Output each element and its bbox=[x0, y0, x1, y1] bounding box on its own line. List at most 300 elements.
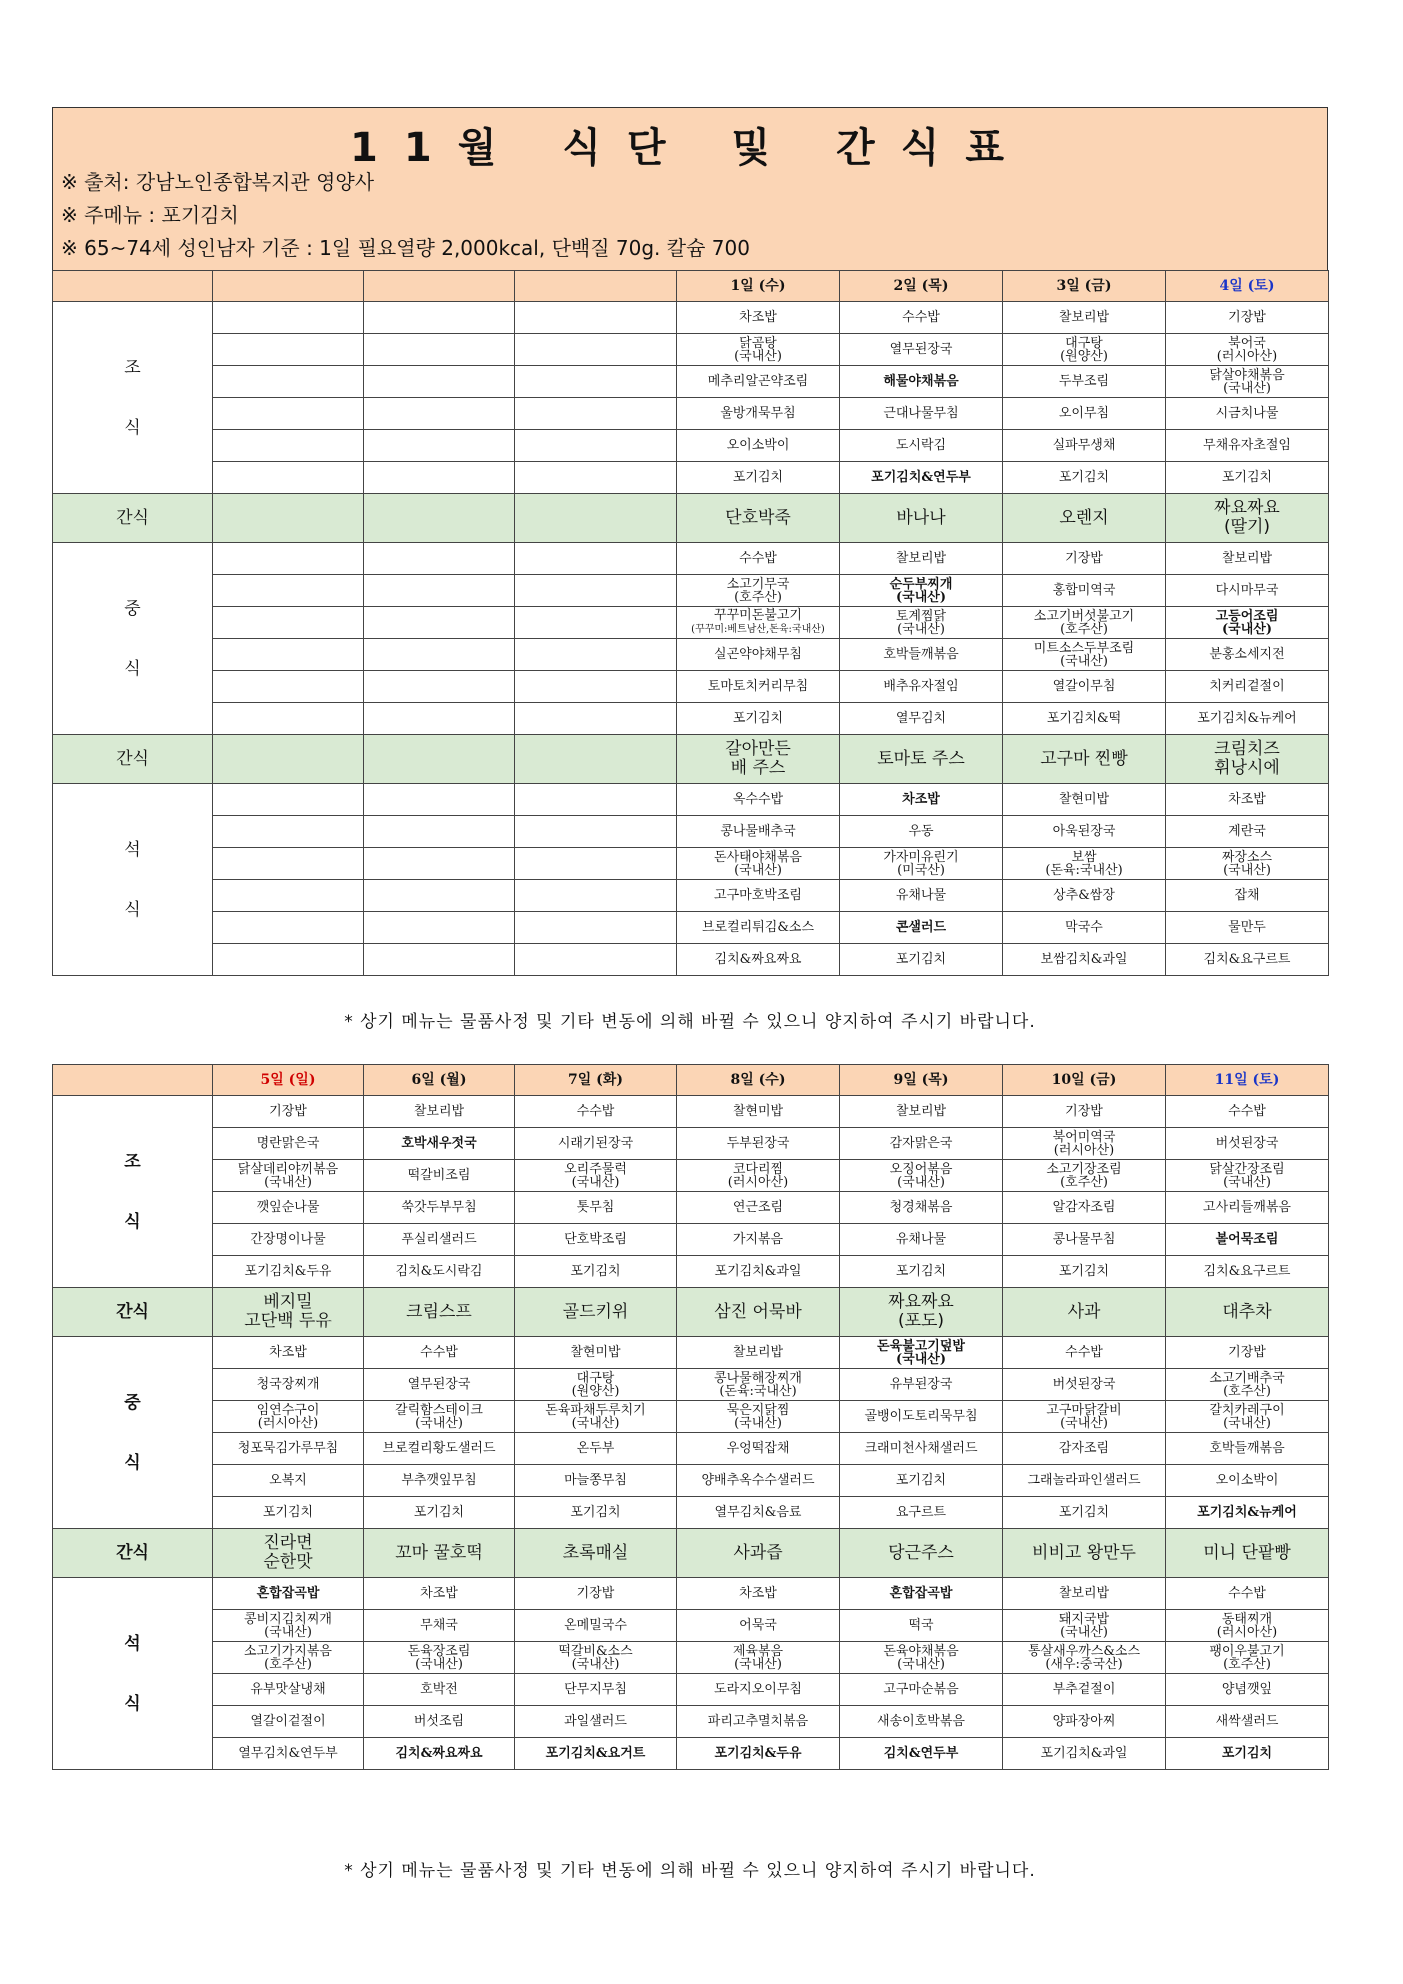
lunch-cell: 고등어조림 (국내산) bbox=[1166, 607, 1329, 639]
meal-label: 조 식 bbox=[124, 357, 141, 438]
snack-cell: 비비고 왕만두 bbox=[1003, 1529, 1166, 1578]
dinner-cell: 부추겉절이 bbox=[1003, 1674, 1166, 1706]
lunch-cell: 청포묵김가루무침 bbox=[213, 1433, 364, 1465]
dinner-cell: 브로컬리튀김&소스 bbox=[677, 912, 840, 944]
nutrition-note: ※ 65~74세 성인남자 기준 : 1일 필요열량 2,000kcal, 단백질 70g. 칼슘 700 bbox=[61, 236, 750, 260]
lunch-cell: 크래미천사채샐러드 bbox=[840, 1433, 1003, 1465]
day-header bbox=[364, 271, 515, 302]
dinner-cell: 상추&쌈장 bbox=[1003, 880, 1166, 912]
lunch-cell: 소고기배추국 (호주산) bbox=[1166, 1369, 1329, 1401]
lunch-cell: 포기김치 bbox=[213, 1497, 364, 1529]
dinner-cell: 양파장아찌 bbox=[1003, 1706, 1166, 1738]
breakfast-cell: 닭살야채볶음 (국내산) bbox=[1166, 366, 1329, 398]
dinner-cell: 짜장소스 (국내산) bbox=[1166, 848, 1329, 880]
breakfast-cell: 북어국 (러시아산) bbox=[1166, 334, 1329, 366]
dinner-cell: 고구마순볶음 bbox=[840, 1674, 1003, 1706]
snack-label: 간식 bbox=[53, 1529, 213, 1578]
lunch-cell: 소고기버섯불고기 (호주산) bbox=[1003, 607, 1166, 639]
snack-cell: 당근주스 bbox=[840, 1529, 1003, 1578]
snack-cell bbox=[213, 735, 364, 784]
dinner-cell: 보쌈김치&과일 bbox=[1003, 944, 1166, 976]
lunch-cell bbox=[515, 543, 677, 575]
breakfast-cell bbox=[213, 398, 364, 430]
notice-week1: * 상기 메뉴는 물품사정 및 기타 변동에 의해 바뀔 수 있으니 양지하여 주시기 바랍니다. bbox=[344, 1012, 1036, 1032]
snack-cell: 진라면 순한맛 bbox=[213, 1529, 364, 1578]
breakfast-cell bbox=[515, 430, 677, 462]
dinner-cell: 새송이호박볶음 bbox=[840, 1706, 1003, 1738]
lunch-cell bbox=[364, 703, 515, 735]
lunch-cell: 열무김치&음료 bbox=[677, 1497, 840, 1529]
dinner-cell: 포기김치&과일 bbox=[1003, 1738, 1166, 1770]
dinner-cell: 새싹샐러드 bbox=[1166, 1706, 1329, 1738]
dinner-cell bbox=[515, 912, 677, 944]
dinner-cell: 물만두 bbox=[1166, 912, 1329, 944]
breakfast-cell bbox=[364, 462, 515, 494]
dinner-cell: 찰보리밥 bbox=[1003, 1578, 1166, 1610]
lunch-cell: 소고기무국 (호주산) bbox=[677, 575, 840, 607]
lunch-cell: 찰보리밥 bbox=[1166, 543, 1329, 575]
dinner-label bbox=[53, 1578, 213, 1770]
breakfast-cell bbox=[515, 366, 677, 398]
lunch-cell: 찰보리밥 bbox=[677, 1337, 840, 1369]
snack-cell: 사과 bbox=[1003, 1288, 1166, 1337]
day-header: 3일 (금) bbox=[1003, 271, 1166, 302]
lunch-cell: 감자조림 bbox=[1003, 1433, 1166, 1465]
snack-cell: 미니 단팥빵 bbox=[1166, 1529, 1329, 1578]
lunch-cell: 찰현미밥 bbox=[515, 1337, 677, 1369]
day-header: 10일 (금) bbox=[1003, 1065, 1166, 1096]
week2-menu bbox=[52, 1064, 1328, 1770]
lunch-cell: 순두부찌개 (국내산) bbox=[840, 575, 1003, 607]
lunch-cell: 실곤약야채무침 bbox=[677, 639, 840, 671]
dinner-label bbox=[53, 784, 213, 976]
dinner-cell: 김치&요구르트 bbox=[1166, 944, 1329, 976]
breakfast-cell bbox=[213, 302, 364, 334]
lunch-cell: 홍합미역국 bbox=[1003, 575, 1166, 607]
lunch-cell: 포기김치 bbox=[515, 1497, 677, 1529]
dinner-cell: 떡국 bbox=[840, 1610, 1003, 1642]
breakfast-cell: 호박새우젓국 bbox=[364, 1128, 515, 1160]
dinner-cell: 유채나물 bbox=[840, 880, 1003, 912]
dinner-cell: 양념깻잎 bbox=[1166, 1674, 1329, 1706]
snack-cell: 대추차 bbox=[1166, 1288, 1329, 1337]
breakfast-label bbox=[53, 1096, 213, 1288]
lunch-cell: 골뱅이도토리묵무침 bbox=[840, 1401, 1003, 1433]
snack-cell: 삼진 어묵바 bbox=[677, 1288, 840, 1337]
breakfast-cell: 단호박조림 bbox=[515, 1224, 677, 1256]
notice-week2: * 상기 메뉴는 물품사정 및 기타 변동에 의해 바뀔 수 있으니 양지하여 주시기 바랍니다. bbox=[344, 1861, 1036, 1881]
breakfast-cell: 포기김치 bbox=[1003, 462, 1166, 494]
lunch-cell: 돈육불고기덮밥 (국내산) bbox=[840, 1337, 1003, 1369]
breakfast-cell bbox=[515, 398, 677, 430]
lunch-cell: 온두부 bbox=[515, 1433, 677, 1465]
lunch-cell bbox=[213, 703, 364, 735]
breakfast-cell bbox=[364, 366, 515, 398]
breakfast-cell: 청경채볶음 bbox=[840, 1192, 1003, 1224]
lunch-cell: 기장밥 bbox=[1166, 1337, 1329, 1369]
header-corner bbox=[53, 271, 213, 302]
dinner-cell bbox=[364, 816, 515, 848]
dinner-cell bbox=[213, 944, 364, 976]
meal-label: 석 식 bbox=[124, 839, 141, 920]
week2-table bbox=[52, 1064, 1329, 1770]
dinner-cell: 김치&연두부 bbox=[840, 1738, 1003, 1770]
snack-cell bbox=[213, 494, 364, 543]
breakfast-cell: 포기김치 bbox=[677, 462, 840, 494]
week1-menu bbox=[52, 107, 1328, 976]
dinner-cell: 과일샐러드 bbox=[515, 1706, 677, 1738]
snack-cell: 꼬마 꿀호떡 bbox=[364, 1529, 515, 1578]
dinner-cell: 포기김치&두유 bbox=[677, 1738, 840, 1770]
snack-cell: 오렌지 bbox=[1003, 494, 1166, 543]
lunch-cell bbox=[515, 607, 677, 639]
dinner-cell: 통살새우까스&소스 (새우:중국산) bbox=[1003, 1642, 1166, 1674]
breakfast-cell: 차조밥 bbox=[677, 302, 840, 334]
breakfast-cell: 찰현미밥 bbox=[677, 1096, 840, 1128]
breakfast-cell: 시래기된장국 bbox=[515, 1128, 677, 1160]
dinner-cell: 제육볶음 (국내산) bbox=[677, 1642, 840, 1674]
lunch-cell: 열무된장국 bbox=[364, 1369, 515, 1401]
day-header bbox=[213, 271, 364, 302]
dinner-cell: 돼지국밥 (국내산) bbox=[1003, 1610, 1166, 1642]
breakfast-cell: 포기김치&연두부 bbox=[840, 462, 1003, 494]
breakfast-cell: 기장밥 bbox=[1166, 302, 1329, 334]
dinner-cell: 막국수 bbox=[1003, 912, 1166, 944]
week1-table bbox=[52, 270, 1329, 976]
lunch-cell bbox=[364, 639, 515, 671]
lunch-cell: 포기김치&떡 bbox=[1003, 703, 1166, 735]
dinner-cell: 옥수수밥 bbox=[677, 784, 840, 816]
breakfast-cell: 수수밥 bbox=[515, 1096, 677, 1128]
snack-label: 간식 bbox=[53, 494, 213, 543]
dinner-cell: 유부맛살냉채 bbox=[213, 1674, 364, 1706]
dinner-cell bbox=[364, 944, 515, 976]
lunch-cell: 열갈이무침 bbox=[1003, 671, 1166, 703]
breakfast-cell: 유채나물 bbox=[840, 1224, 1003, 1256]
dinner-cell: 온메밀국수 bbox=[515, 1610, 677, 1642]
lunch-cell bbox=[364, 607, 515, 639]
lunch-cell bbox=[515, 703, 677, 735]
breakfast-cell: 코다리찜 (러시아산) bbox=[677, 1160, 840, 1192]
breakfast-cell: 무채유자초절임 bbox=[1166, 430, 1329, 462]
breakfast-cell: 톳무침 bbox=[515, 1192, 677, 1224]
dinner-cell: 차조밥 bbox=[1166, 784, 1329, 816]
lunch-cell bbox=[364, 671, 515, 703]
dinner-cell: 팽이우불고기 (호주산) bbox=[1166, 1642, 1329, 1674]
breakfast-cell bbox=[364, 302, 515, 334]
breakfast-cell: 간장명이나물 bbox=[213, 1224, 364, 1256]
dinner-cell bbox=[213, 816, 364, 848]
snack-cell bbox=[364, 494, 515, 543]
breakfast-cell bbox=[364, 398, 515, 430]
snack-cell: 고구마 찐빵 bbox=[1003, 735, 1166, 784]
lunch-cell: 찰보리밥 bbox=[840, 543, 1003, 575]
lunch-cell: 미트소스두부조림 (국내산) bbox=[1003, 639, 1166, 671]
breakfast-cell: 포기김치 bbox=[1166, 462, 1329, 494]
lunch-cell: 유부된장국 bbox=[840, 1369, 1003, 1401]
breakfast-cell bbox=[213, 334, 364, 366]
day-header: 8일 (수) bbox=[677, 1065, 840, 1096]
dinner-cell: 파리고추멸치볶음 bbox=[677, 1706, 840, 1738]
dinner-cell: 아욱된장국 bbox=[1003, 816, 1166, 848]
lunch-cell: 포기김치 bbox=[1003, 1497, 1166, 1529]
lunch-cell: 돈육파채두루치기 (국내산) bbox=[515, 1401, 677, 1433]
lunch-cell bbox=[213, 575, 364, 607]
lunch-label bbox=[53, 543, 213, 735]
dinner-cell: 소고기가지볶음 (호주산) bbox=[213, 1642, 364, 1674]
snack-cell: 크림스프 bbox=[364, 1288, 515, 1337]
breakfast-cell: 수수밥 bbox=[1166, 1096, 1329, 1128]
dinner-cell: 찰현미밥 bbox=[1003, 784, 1166, 816]
dinner-cell: 기장밥 bbox=[515, 1578, 677, 1610]
header-corner bbox=[53, 1065, 213, 1096]
dinner-cell: 동태찌개 (러시아산) bbox=[1166, 1610, 1329, 1642]
lunch-cell: 갈릭함스테이크 (국내산) bbox=[364, 1401, 515, 1433]
breakfast-cell: 대구탕 (원양산) bbox=[1003, 334, 1166, 366]
lunch-cell bbox=[364, 575, 515, 607]
lunch-cell: 오복지 bbox=[213, 1465, 364, 1497]
dinner-cell: 김치&짜요짜요 bbox=[364, 1738, 515, 1770]
dinner-cell: 콩비지김치찌개 (국내산) bbox=[213, 1610, 364, 1642]
dinner-cell: 돈육장조림 (국내산) bbox=[364, 1642, 515, 1674]
dinner-cell: 포기김치&요거트 bbox=[515, 1738, 677, 1770]
lunch-cell bbox=[213, 607, 364, 639]
breakfast-cell: 기장밥 bbox=[213, 1096, 364, 1128]
dinner-cell bbox=[515, 944, 677, 976]
breakfast-cell: 버섯된장국 bbox=[1166, 1128, 1329, 1160]
breakfast-cell: 쑥갓두부무침 bbox=[364, 1192, 515, 1224]
breakfast-cell: 닭살간장조림 (국내산) bbox=[1166, 1160, 1329, 1192]
lunch-cell: 분홍소세지전 bbox=[1166, 639, 1329, 671]
lunch-cell: 그래놀라파인샐러드 bbox=[1003, 1465, 1166, 1497]
breakfast-cell: 수수밥 bbox=[840, 302, 1003, 334]
snack-cell: 토마토 주스 bbox=[840, 735, 1003, 784]
breakfast-cell: 두부된장국 bbox=[677, 1128, 840, 1160]
breakfast-cell: 닭곰탕 (국내산) bbox=[677, 334, 840, 366]
lunch-cell: 기장밥 bbox=[1003, 543, 1166, 575]
dinner-cell: 고구마호박조림 bbox=[677, 880, 840, 912]
dinner-cell: 콘샐러드 bbox=[840, 912, 1003, 944]
day-header: 6일 (월) bbox=[364, 1065, 515, 1096]
lunch-label bbox=[53, 1337, 213, 1529]
lunch-cell: 포기김치&뉴케어 bbox=[1166, 703, 1329, 735]
snack-cell: 사과즙 bbox=[677, 1529, 840, 1578]
dinner-cell: 어묵국 bbox=[677, 1610, 840, 1642]
dinner-cell: 혼합잡곡밥 bbox=[213, 1578, 364, 1610]
breakfast-cell: 메추리알곤약조림 bbox=[677, 366, 840, 398]
breakfast-cell: 기장밥 bbox=[1003, 1096, 1166, 1128]
lunch-cell: 포기김치&뉴케어 bbox=[1166, 1497, 1329, 1529]
dinner-cell: 차조밥 bbox=[677, 1578, 840, 1610]
lunch-cell: 양배추옥수수샐러드 bbox=[677, 1465, 840, 1497]
lunch-cell: 콩나물해장찌개 (돈육:국내산) bbox=[677, 1369, 840, 1401]
dinner-cell bbox=[364, 912, 515, 944]
breakfast-cell: 포기김치 bbox=[515, 1256, 677, 1288]
breakfast-cell bbox=[213, 462, 364, 494]
breakfast-cell: 찰보리밥 bbox=[364, 1096, 515, 1128]
breakfast-cell: 볼어묵조림 bbox=[1166, 1224, 1329, 1256]
lunch-cell bbox=[213, 639, 364, 671]
breakfast-cell bbox=[515, 462, 677, 494]
snack-cell bbox=[515, 735, 677, 784]
breakfast-cell: 열무된장국 bbox=[840, 334, 1003, 366]
lunch-cell: 수수밥 bbox=[1003, 1337, 1166, 1369]
snack-cell: 골드키위 bbox=[515, 1288, 677, 1337]
breakfast-cell: 도시락김 bbox=[840, 430, 1003, 462]
breakfast-cell: 깻잎순나물 bbox=[213, 1192, 364, 1224]
lunch-cell: 수수밥 bbox=[677, 543, 840, 575]
breakfast-cell: 알감자조림 bbox=[1003, 1192, 1166, 1224]
lunch-cell: 묵은지닭찜 (국내산) bbox=[677, 1401, 840, 1433]
meal-label: 조 식 bbox=[124, 1151, 141, 1232]
breakfast-cell: 소고기장조림 (호주산) bbox=[1003, 1160, 1166, 1192]
breakfast-cell: 근대나물무침 bbox=[840, 398, 1003, 430]
snack-cell: 베지밀 고단백 두유 bbox=[213, 1288, 364, 1337]
dinner-cell: 버섯조림 bbox=[364, 1706, 515, 1738]
lunch-cell: 치커리겉절이 bbox=[1166, 671, 1329, 703]
day-header: 7일 (화) bbox=[515, 1065, 677, 1096]
dinner-cell: 콩나물배추국 bbox=[677, 816, 840, 848]
snack-cell: 크림치즈 휘낭시에 bbox=[1166, 735, 1329, 784]
breakfast-cell: 찰보리밥 bbox=[840, 1096, 1003, 1128]
breakfast-cell: 해물야채볶음 bbox=[840, 366, 1003, 398]
dinner-cell: 차조밥 bbox=[364, 1578, 515, 1610]
dinner-cell bbox=[515, 880, 677, 912]
breakfast-cell bbox=[515, 302, 677, 334]
snack-cell: 갈아만든 배 주스 bbox=[677, 735, 840, 784]
breakfast-cell: 떡갈비조림 bbox=[364, 1160, 515, 1192]
breakfast-cell: 명란맑은국 bbox=[213, 1128, 364, 1160]
breakfast-cell: 실파무생채 bbox=[1003, 430, 1166, 462]
dinner-cell bbox=[515, 848, 677, 880]
breakfast-cell: 푸실리샐러드 bbox=[364, 1224, 515, 1256]
breakfast-cell: 오이무침 bbox=[1003, 398, 1166, 430]
lunch-cell bbox=[515, 671, 677, 703]
lunch-cell: 배추유자절임 bbox=[840, 671, 1003, 703]
snack-cell: 짜요짜요 (포도) bbox=[840, 1288, 1003, 1337]
snack-cell: 짜요짜요 (딸기) bbox=[1166, 494, 1329, 543]
snack-label: 간식 bbox=[53, 1288, 213, 1337]
dinner-cell bbox=[213, 848, 364, 880]
breakfast-cell: 김치&요구르트 bbox=[1166, 1256, 1329, 1288]
lunch-cell: 우엉떡잡채 bbox=[677, 1433, 840, 1465]
dinner-cell: 가자미유린기 (미국산) bbox=[840, 848, 1003, 880]
dinner-cell bbox=[364, 784, 515, 816]
lunch-cell: 부추깻잎무침 bbox=[364, 1465, 515, 1497]
breakfast-cell: 두부조림 bbox=[1003, 366, 1166, 398]
meal-label: 석 식 bbox=[124, 1633, 141, 1714]
dinner-cell: 호박전 bbox=[364, 1674, 515, 1706]
breakfast-cell: 포기김치 bbox=[1003, 1256, 1166, 1288]
breakfast-cell: 가지볶음 bbox=[677, 1224, 840, 1256]
dinner-cell: 포기김치 bbox=[1166, 1738, 1329, 1770]
lunch-cell: 갈치카레구이 (국내산) bbox=[1166, 1401, 1329, 1433]
dinner-cell: 열무김치&연두부 bbox=[213, 1738, 364, 1770]
dinner-cell: 계란국 bbox=[1166, 816, 1329, 848]
day-header: 2일 (목) bbox=[840, 271, 1003, 302]
dinner-cell: 떡갈비&소스 (국내산) bbox=[515, 1642, 677, 1674]
dinner-cell: 열갈이겉절이 bbox=[213, 1706, 364, 1738]
day-header: 5일 (일) bbox=[213, 1065, 364, 1096]
lunch-cell: 포기김치 bbox=[364, 1497, 515, 1529]
dinner-cell: 김치&짜요짜요 bbox=[677, 944, 840, 976]
lunch-cell: 수수밥 bbox=[364, 1337, 515, 1369]
lunch-cell: 포기김치 bbox=[677, 703, 840, 735]
dinner-cell: 우동 bbox=[840, 816, 1003, 848]
lunch-cell: 꾸꾸미돈불고기 (꾸꾸미:베트남산,돈육:국내산) bbox=[677, 607, 840, 639]
day-header: 9일 (목) bbox=[840, 1065, 1003, 1096]
breakfast-cell: 오리주물럭 (국내산) bbox=[515, 1160, 677, 1192]
menu-header bbox=[52, 107, 1328, 270]
breakfast-cell bbox=[213, 366, 364, 398]
page-title: 11월 식단 및 간식표 bbox=[350, 125, 1030, 171]
snack-cell: 단호박죽 bbox=[677, 494, 840, 543]
breakfast-cell: 닭살데리야끼볶음 (국내산) bbox=[213, 1160, 364, 1192]
breakfast-cell: 포기김치 bbox=[840, 1256, 1003, 1288]
lunch-cell: 호박들깨볶음 bbox=[840, 639, 1003, 671]
lunch-cell bbox=[364, 543, 515, 575]
breakfast-cell: 포기김치&두유 bbox=[213, 1256, 364, 1288]
breakfast-cell: 오징어볶음 (국내산) bbox=[840, 1160, 1003, 1192]
lunch-cell bbox=[213, 543, 364, 575]
breakfast-cell: 찰보리밥 bbox=[1003, 302, 1166, 334]
dinner-cell bbox=[364, 880, 515, 912]
lunch-cell: 토마토치커리무침 bbox=[677, 671, 840, 703]
dinner-cell: 수수밥 bbox=[1166, 1578, 1329, 1610]
dinner-cell bbox=[213, 880, 364, 912]
snack-cell bbox=[515, 494, 677, 543]
lunch-cell: 열무김치 bbox=[840, 703, 1003, 735]
dinner-cell: 차조밥 bbox=[840, 784, 1003, 816]
breakfast-cell: 시금치나물 bbox=[1166, 398, 1329, 430]
dinner-cell: 단무지무침 bbox=[515, 1674, 677, 1706]
day-header: 4일 (토) bbox=[1166, 271, 1329, 302]
day-header: 1일 (수) bbox=[677, 271, 840, 302]
lunch-cell: 임연수구이 (러시아산) bbox=[213, 1401, 364, 1433]
dinner-cell bbox=[213, 912, 364, 944]
lunch-cell: 청국장찌개 bbox=[213, 1369, 364, 1401]
snack-label: 간식 bbox=[53, 735, 213, 784]
meal-label: 중 식 bbox=[124, 1392, 141, 1473]
snack-cell bbox=[364, 735, 515, 784]
lunch-cell: 다시마무국 bbox=[1166, 575, 1329, 607]
breakfast-cell bbox=[364, 334, 515, 366]
dinner-cell bbox=[213, 784, 364, 816]
dinner-cell: 보쌈 (돈육:국내산) bbox=[1003, 848, 1166, 880]
dinner-cell: 포기김치 bbox=[840, 944, 1003, 976]
dinner-cell: 돈육야채볶음 (국내산) bbox=[840, 1642, 1003, 1674]
dinner-cell bbox=[515, 816, 677, 848]
lunch-cell: 브로컬리황도샐러드 bbox=[364, 1433, 515, 1465]
day-header: 11일 (토) bbox=[1166, 1065, 1329, 1096]
dinner-cell bbox=[515, 784, 677, 816]
day-header bbox=[515, 271, 677, 302]
source-note: ※ 출처: 강남노인종합복지관 영양사 bbox=[61, 170, 375, 194]
main-menu-note: ※ 주메뉴 : 포기김치 bbox=[61, 203, 239, 227]
breakfast-cell: 울방개묵무침 bbox=[677, 398, 840, 430]
snack-cell: 초록매실 bbox=[515, 1529, 677, 1578]
lunch-cell: 토계찜닭 (국내산) bbox=[840, 607, 1003, 639]
meal-label: 중 식 bbox=[124, 598, 141, 679]
breakfast-cell: 김치&도시락김 bbox=[364, 1256, 515, 1288]
dinner-cell: 무채국 bbox=[364, 1610, 515, 1642]
lunch-cell: 대구탕 (원양산) bbox=[515, 1369, 677, 1401]
dinner-cell: 혼합잡곡밥 bbox=[840, 1578, 1003, 1610]
lunch-cell: 요구르트 bbox=[840, 1497, 1003, 1529]
lunch-cell: 차조밥 bbox=[213, 1337, 364, 1369]
dinner-cell: 도라지오이무침 bbox=[677, 1674, 840, 1706]
lunch-cell: 호박들깨볶음 bbox=[1166, 1433, 1329, 1465]
